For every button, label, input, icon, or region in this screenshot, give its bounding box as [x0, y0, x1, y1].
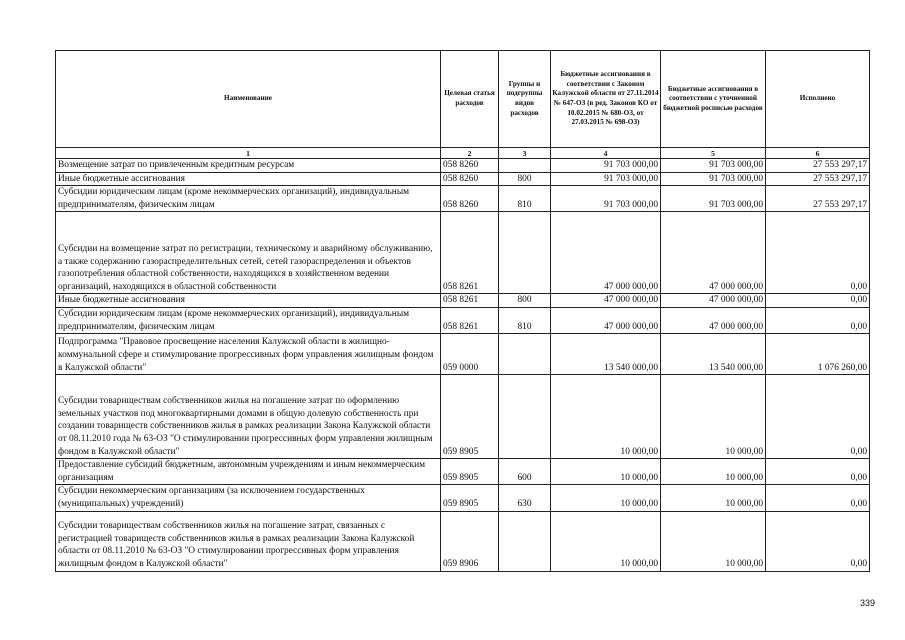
row-name: Субсидии товариществам собственников жилья на погашение затрат по оформлению земельных участков под многоквартирными домами в общую долевую собственность при создании товариществ собственников жилья в рамках реализации Закона Калужской области от 08.11.2010 года № 63-ОЗ "О стимулировании прогрессивных форм управления жилищным фондом в Калужской области" — [56, 375, 441, 459]
row-law-amount: 47 000 000,00 — [551, 294, 661, 308]
row-name: Возмещение затрат по привлеченным кредитным ресурсам — [56, 159, 441, 173]
row-refined-amount: 13 540 000,00 — [661, 334, 766, 375]
column-number-row — [56, 148, 870, 159]
row-expense-group — [499, 334, 551, 375]
row-refined-amount: 91 703 000,00 — [661, 186, 766, 212]
row-name: Субсидии некоммерческим организациям (за исключением государственных (муниципальных) учреждений) — [56, 485, 441, 511]
row-executed-amount: 1 076 260,00 — [766, 334, 870, 375]
row-executed-amount: 0,00 — [766, 294, 870, 308]
header-law-allocations: Бюджетные ассигнования в соответствии с Законом Калужской области от 27.11.2014 № 647-ОЗ (в ред. Законов КО от 10.02.2015 № 680-ОЗ, от 27.03.2015 № 698-ОЗ) — [551, 51, 661, 148]
budget-table — [55, 50, 870, 572]
column-number: 3 — [499, 148, 551, 159]
row-name: Субсидии юридическим лицам (кроме некоммерческих организаций), индивидуальным предпринимателям, физическим лицам — [56, 307, 441, 333]
row-target-article: 059 0000 — [441, 334, 499, 375]
row-target-article: 058 8261 — [441, 212, 499, 294]
row-executed-amount: 0,00 — [766, 459, 870, 485]
row-executed-amount: 0,00 — [766, 375, 870, 459]
row-name: Предоставление субсидий бюджетным, автономным учреждениям и иным некоммерческим организациям — [56, 459, 441, 485]
row-refined-amount: 91 703 000,00 — [661, 172, 766, 186]
row-law-amount: 13 540 000,00 — [551, 334, 661, 375]
row-target-article: 059 8905 — [441, 485, 499, 511]
row-name: Иные бюджетные ассигнования — [56, 294, 441, 308]
table-row — [56, 334, 870, 375]
row-target-article: 058 8260 — [441, 172, 499, 186]
table-row — [56, 294, 870, 308]
row-name: Субсидии на возмещение затрат по регистрации, техническому и аварийному обслуживанию, а также содержанию газораспределительных сетей, сетей газораспределения и объектов газопотребления областной собственности, находящихся в хозяйственном ведении организаций, находящихся в областной собственности — [56, 212, 441, 294]
row-refined-amount: 10 000,00 — [661, 375, 766, 459]
table-row — [56, 307, 870, 333]
row-law-amount: 10 000,00 — [551, 459, 661, 485]
row-target-article: 059 8905 — [441, 375, 499, 459]
row-law-amount: 10 000,00 — [551, 511, 661, 571]
row-target-article: 058 8260 — [441, 186, 499, 212]
row-target-article: 058 8261 — [441, 294, 499, 308]
row-law-amount: 10 000,00 — [551, 375, 661, 459]
row-executed-amount: 0,00 — [766, 511, 870, 571]
row-executed-amount: 0,00 — [766, 485, 870, 511]
row-name: Субсидии юридическим лицам (кроме некоммерческих организаций), индивидуальным предпринимателям, физическим лицам — [56, 186, 441, 212]
row-target-article: 059 8906 — [441, 511, 499, 571]
table-header — [56, 51, 870, 159]
row-executed-amount: 27 553 297,17 — [766, 186, 870, 212]
table-row — [56, 459, 870, 485]
row-law-amount: 47 000 000,00 — [551, 212, 661, 294]
table-row — [56, 159, 870, 173]
row-expense-group: 810 — [499, 307, 551, 333]
row-refined-amount: 10 000,00 — [661, 459, 766, 485]
row-target-article: 058 8261 — [441, 307, 499, 333]
row-executed-amount: 0,00 — [766, 307, 870, 333]
row-law-amount: 91 703 000,00 — [551, 172, 661, 186]
table-row — [56, 375, 870, 459]
column-number: 2 — [441, 148, 499, 159]
row-expense-group: 630 — [499, 485, 551, 511]
row-refined-amount: 10 000,00 — [661, 511, 766, 571]
header-name: Наименование — [56, 51, 441, 148]
row-law-amount: 10 000,00 — [551, 485, 661, 511]
row-law-amount: 91 703 000,00 — [551, 186, 661, 212]
row-refined-amount: 10 000,00 — [661, 485, 766, 511]
row-name: Подпрограмма "Правовое просвещение населения Калужской области в жилищно-коммунальной сфере и стимулирование прогрессивных форм управления жилищным фондом в Калужской области" — [56, 334, 441, 375]
row-target-article: 058 8260 — [441, 159, 499, 173]
table-row — [56, 186, 870, 212]
header-target-article: Целевая статья расходов — [441, 51, 499, 148]
row-name: Субсидии товариществам собственников жилья на погашение затрат, связанных с регистрацией товариществ собственников жилья в рамках реализации Закона Калужской области от 08.11.2010 № 63-ОЗ "О стимулировании прогрессивных форм управления жилищным фондом в Калужской области" — [56, 511, 441, 571]
row-executed-amount: 27 553 297,17 — [766, 172, 870, 186]
row-executed-amount: 0,00 — [766, 212, 870, 294]
table-body — [56, 159, 870, 572]
row-executed-amount: 27 553 297,17 — [766, 159, 870, 173]
row-expense-group — [499, 375, 551, 459]
page-number: 339 — [860, 598, 876, 608]
row-refined-amount: 47 000 000,00 — [661, 294, 766, 308]
row-expense-group: 800 — [499, 172, 551, 186]
header-row — [56, 51, 870, 148]
column-number: 1 — [56, 148, 441, 159]
table-row — [56, 511, 870, 571]
row-expense-group: 810 — [499, 186, 551, 212]
row-refined-amount: 47 000 000,00 — [661, 212, 766, 294]
row-expense-group — [499, 212, 551, 294]
row-refined-amount: 47 000 000,00 — [661, 307, 766, 333]
column-number: 5 — [661, 148, 766, 159]
row-name: Иные бюджетные ассигнования — [56, 172, 441, 186]
header-refined-allocations: Бюджетные ассигнования в соответствии с уточненной бюджетной росписью расходов — [661, 51, 766, 148]
column-number: 4 — [551, 148, 661, 159]
header-expense-group: Группы и подгруппы видов расходов — [499, 51, 551, 148]
table-row — [56, 212, 870, 294]
row-law-amount: 47 000 000,00 — [551, 307, 661, 333]
table-row — [56, 485, 870, 511]
column-number: 6 — [766, 148, 870, 159]
row-target-article: 059 8905 — [441, 459, 499, 485]
row-refined-amount: 91 703 000,00 — [661, 159, 766, 173]
row-law-amount: 91 703 000,00 — [551, 159, 661, 173]
table-row — [56, 172, 870, 186]
row-expense-group: 800 — [499, 294, 551, 308]
header-executed: Исполнено — [766, 51, 870, 148]
row-expense-group — [499, 159, 551, 173]
row-expense-group — [499, 511, 551, 571]
row-expense-group: 600 — [499, 459, 551, 485]
